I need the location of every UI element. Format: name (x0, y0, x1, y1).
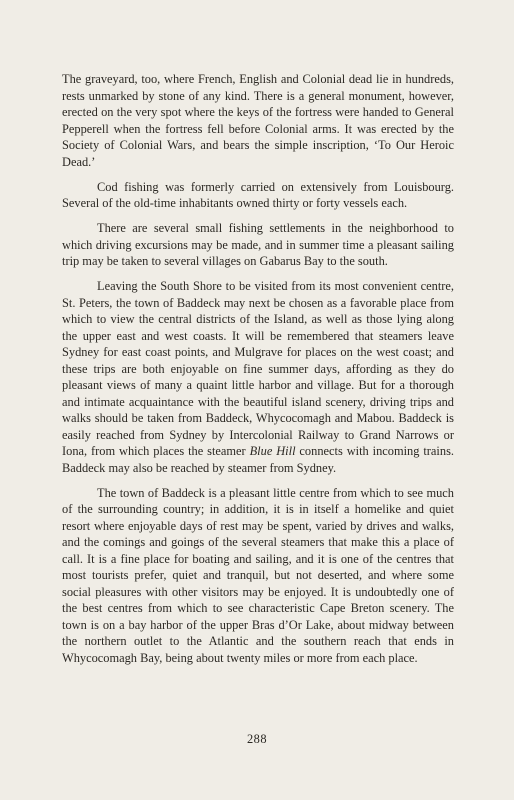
paragraph-leaving-south-shore (62, 278, 454, 476)
body-text (62, 71, 454, 666)
paragraph-4-text-after: connects with incoming trains. Baddeck may also be reached by steamer from Sydney. (62, 444, 454, 475)
steamer-name: Blue Hill (249, 444, 296, 458)
paragraph-fishing-settlements: There are several small fishing settlements in the neighborhood to which driving excursions may be made, and in summer time a pleasant sailing trip may be taken to several villages on Gabarus Bay to the south. (62, 221, 454, 268)
page-number: 288 (246, 732, 268, 746)
paragraph-cod-fishing: Cod fishing was formerly carried on extensively from Louisbourg. Several of the old-time inhabitants owned thirty or forty vessels each. (62, 179, 454, 210)
paragraph-4-text-before: Leaving the South Shore to be visited from its most convenient centre, St. Peters, the town of Baddeck may next be chosen as a favorable place from which to view the central districts of the Island, as well as those lying along the upper east and west coasts. It will be remembered that steamers leave Sydney for east coast points, and Mulgrave for places on the west coast; and these trips are both enjoyable on fine summer days, affording as they do pleasant views of many a quaint little harbor and village. But for a thorough and intimate acquaintance with the beautiful island scenery, driving trips and walks should be taken from Baddeck, Whycocomagh and Mabou. Baddeck is easily reached from Sydney by Intercolonial Railway to Grand Narrows or Iona, from which places the steamer (62, 279, 454, 458)
paragraph-town-of-baddeck: The town of Baddeck is a pleasant little centre from which to see much of the surrounding country; in addition, it is in itself a homelike and quiet resort where enjoyable days of rest may be spent, varied by drives and walks, and the comings and goings of the several steamers that make this a place of call. It is a fine place for boating and sailing, and it is one of the centres that most tourists prefer, quiet and tranquil, but not deserted, and where some social pleasures with other visitors may be enjoyed. It is undoubtedly one of the best centres from which to see characteristic Cape Breton scenery. The town is on a bay harbor of the upper Bras d’Or Lake, about midway between the northern outlet to the Atlantic and the southern reach that ends in Whycocomagh Bay, being about twenty miles or more from each place. (62, 485, 454, 665)
paragraph-graveyard: The graveyard, too, where French, English and Colonial dead lie in hundreds, rests unmarked by stone of any kind. There is a general monument, however, erected on the very spot where the keys of the fortress were handed to General Pepperell when the fortress fell before Colonial arms. It was erected by the Society of Colonial Wars, and bears the simple inscription, ‘To Our Heroic Dead.’ (62, 72, 454, 169)
